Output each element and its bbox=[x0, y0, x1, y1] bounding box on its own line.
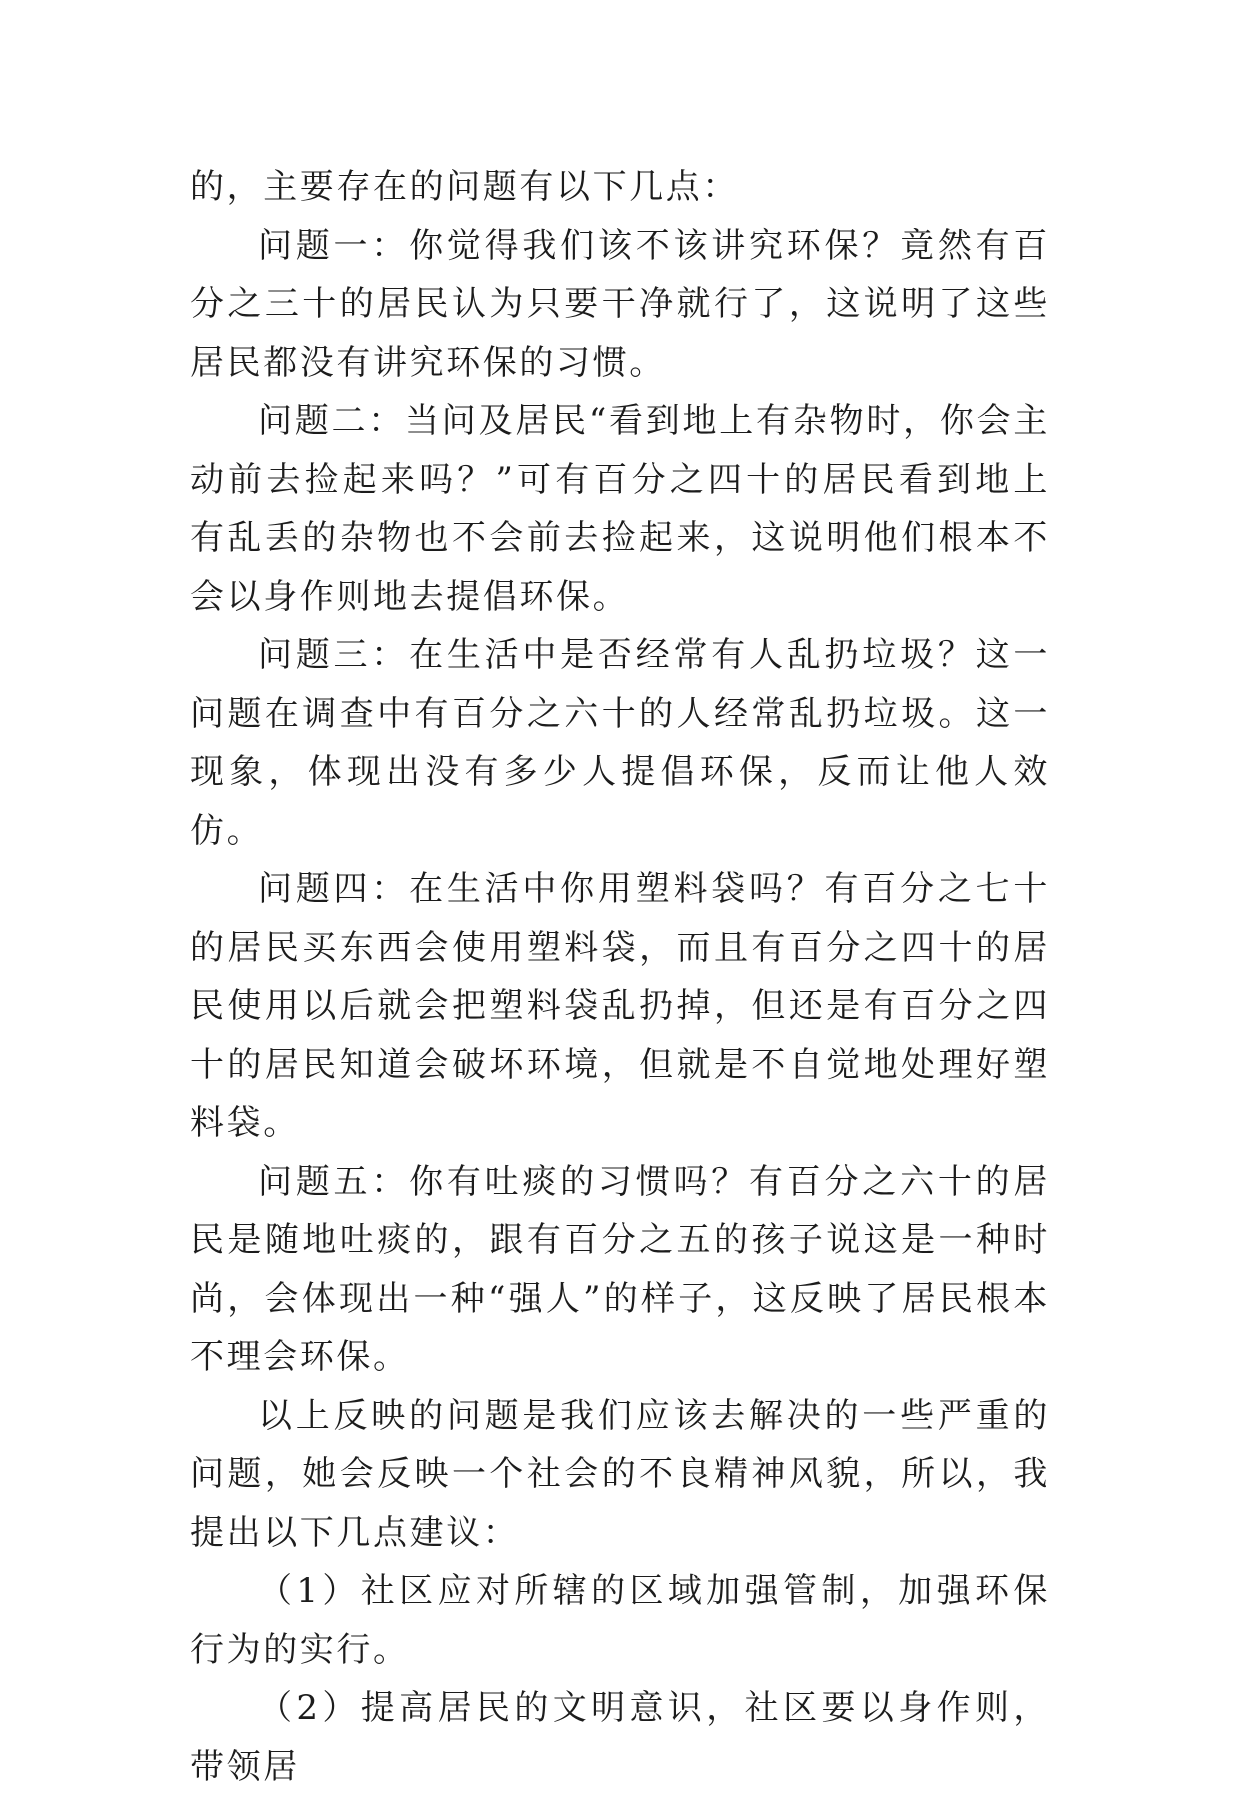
document-body bbox=[190, 158, 1050, 1796]
paragraph-summary: 以上反映的问题是我们应该去解决的一些严重的问题，她会反映一个社会的不良精神风貌，所以，我提出以下几点建议： bbox=[190, 1395, 1050, 1553]
suggestion-item-1: （1）社区应对所辖的区域加强管制，加强环保行为的实行。 bbox=[190, 1571, 1050, 1670]
paragraph-problem-2: 问题二：当问及居民“看到地上有杂物时，你会主动前去捡起来吗？”可有百分之四十的居民看到地上有乱丢的杂物也不会前去捡起来，这说明他们根本不会以身作则地去提倡环保。 bbox=[190, 401, 1050, 617]
paragraph-continuation: 的，主要存在的问题有以下几点： bbox=[190, 167, 739, 207]
paragraph-problem-1: 问题一：你觉得我们该不该讲究环保？竟然有百分之三十的居民认为只要干净就行了，这说明了这些居民都没有讲究环保的习惯。 bbox=[190, 225, 1050, 383]
paragraph-problem-4: 问题四：在生活中你用塑料袋吗？有百分之七十的居民买东西会使用塑料袋，而且有百分之四十的居民使用以后就会把塑料袋乱扔掉，但还是有百分之四十的居民知道会破坏环境，但就是不自觉地处理好塑料袋。 bbox=[190, 869, 1050, 1143]
suggestion-item-2: （2）提高居民的文明意识，社区要以身作则，带领居 bbox=[190, 1688, 1050, 1787]
paragraph-problem-5: 问题五：你有吐痰的习惯吗？有百分之六十的居民是随地吐痰的，跟有百分之五的孩子说这是一种时尚，会体现出一种“强人”的样子，这反映了居民根本不理会环保。 bbox=[190, 1161, 1050, 1377]
paragraph-problem-3: 问题三：在生活中是否经常有人乱扔垃圾？这一问题在调查中有百分之六十的人经常乱扔垃圾。这一现象，体现出没有多少人提倡环保，反而让他人效仿。 bbox=[190, 635, 1050, 851]
